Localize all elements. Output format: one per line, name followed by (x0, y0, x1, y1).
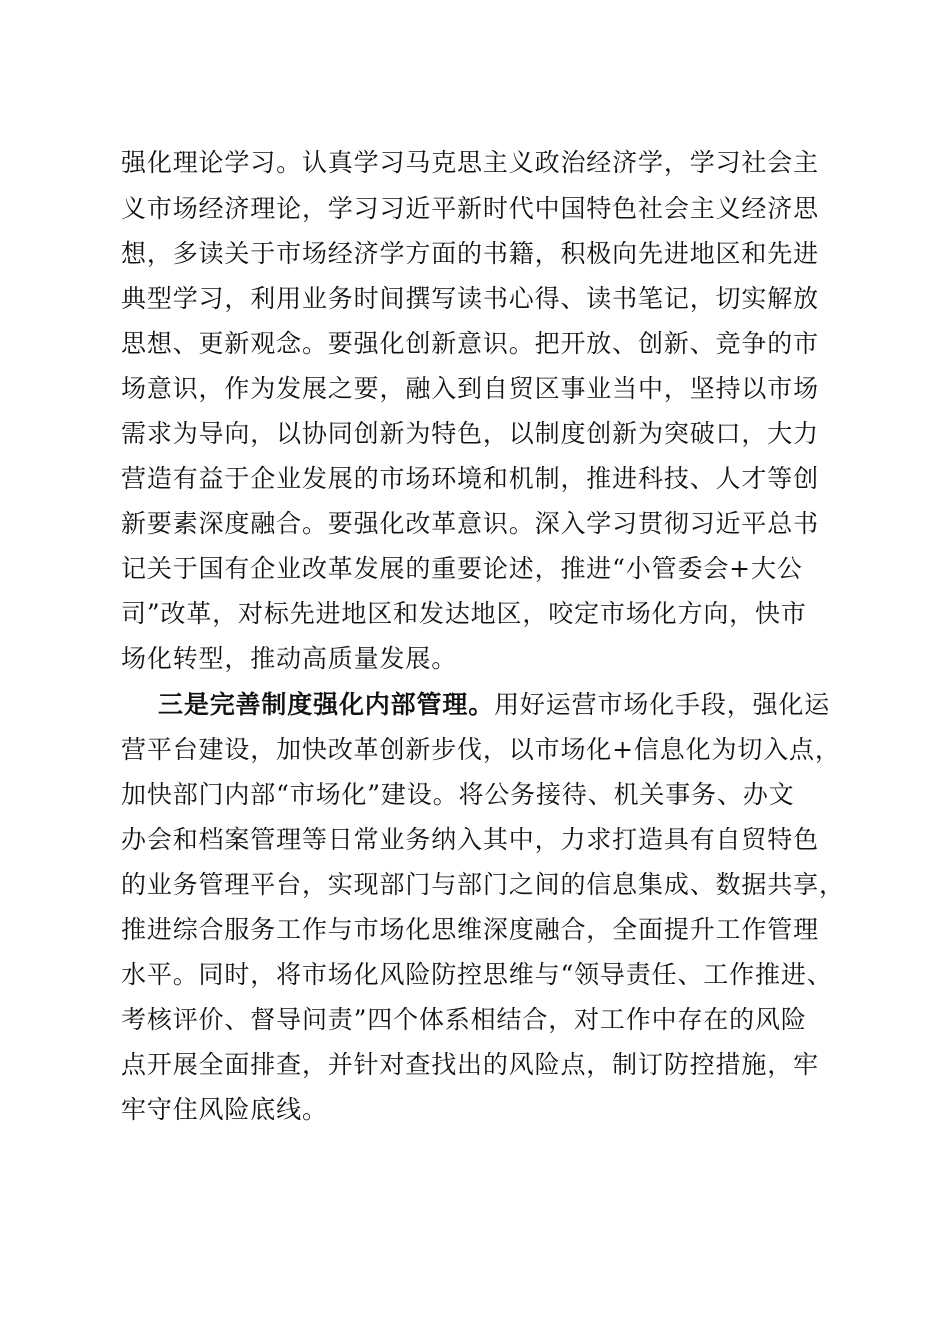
paragraph1-line-10: 记关于国有企业改革发展的重要论述，推进“小管委会+大公 (121, 554, 803, 583)
paragraph2-line-1-rest: 用好运营市场化手段，强化运 (494, 690, 831, 719)
paragraph1-line-5: 思想、更新观念。要强化创新意识。把开放、创新、竞争的市 (121, 329, 819, 358)
paragraph2-line-10: 牢守住风险底线。 (121, 1095, 328, 1124)
paragraph2-line-9: 点开展全面排查，并针对查找出的风险点，制订防控措施，牢 (121, 1050, 819, 1079)
paragraph1-line-11: 司”改革，对标先进地区和发达地区，咬定市场化方向，快市 (121, 599, 807, 628)
paragraph1-line-3: 想，多读关于市场经济学方面的书籍，积极向先进地区和先进 (121, 239, 819, 268)
paragraph1-line-9: 新要素深度融合。要强化改革意识。深入学习贯彻习近平总书 (121, 509, 819, 538)
paragraph1-line-1: 强化理论学习。认真学习马克思主义政治经济学，学习社会主 (121, 148, 819, 177)
paragraph1-line-7: 需求为导向，以协同创新为特色，以制度创新为突破口，大力 (121, 419, 819, 448)
paragraph2-line-3: 加快部门内部“市场化”建设。将公务接待、机关事务、办文 (121, 780, 795, 809)
paragraph2-line-7: 水平。同时，将市场化风险防控思维与“领导责任、工作推进、 (121, 960, 833, 989)
section-heading: 三是完善制度强化内部管理。 (158, 690, 495, 719)
paragraph2-line-4: 办会和档案管理等日常业务纳入其中，力求打造具有自贸特色 (121, 825, 819, 854)
paragraph1-line-6: 场意识，作为发展之要，融入到自贸区事业当中，坚持以市场 (121, 374, 819, 403)
paragraph2-line-8: 考核评价、督导问责”四个体系相结合，对工作中存在的风险 (121, 1005, 807, 1034)
paragraph2-line-1 (158, 690, 830, 720)
paragraph1-line-4: 典型学习，利用业务时间撰写读书心得、读书笔记，切实解放 (121, 284, 819, 313)
paragraph1-line-2: 义市场经济理论，学习习近平新时代中国特色社会主义经济思 (121, 194, 819, 223)
paragraph2-line-2: 营平台建设，加快改革创新步伐，以市场化+信息化为切入点， (121, 735, 841, 764)
paragraph2-line-6: 推进综合服务工作与市场化思维深度融合，全面提升工作管理 (121, 915, 819, 944)
paragraph1-line-8: 营造有益于企业发展的市场环境和机制，推进科技、人才等创 (121, 464, 819, 493)
paragraph1-line-12: 场化转型，推动高质量发展。 (121, 644, 458, 673)
paragraph2-line-5: 的业务管理平台，实现部门与部门之间的信息集成、数据共享， (121, 870, 845, 899)
